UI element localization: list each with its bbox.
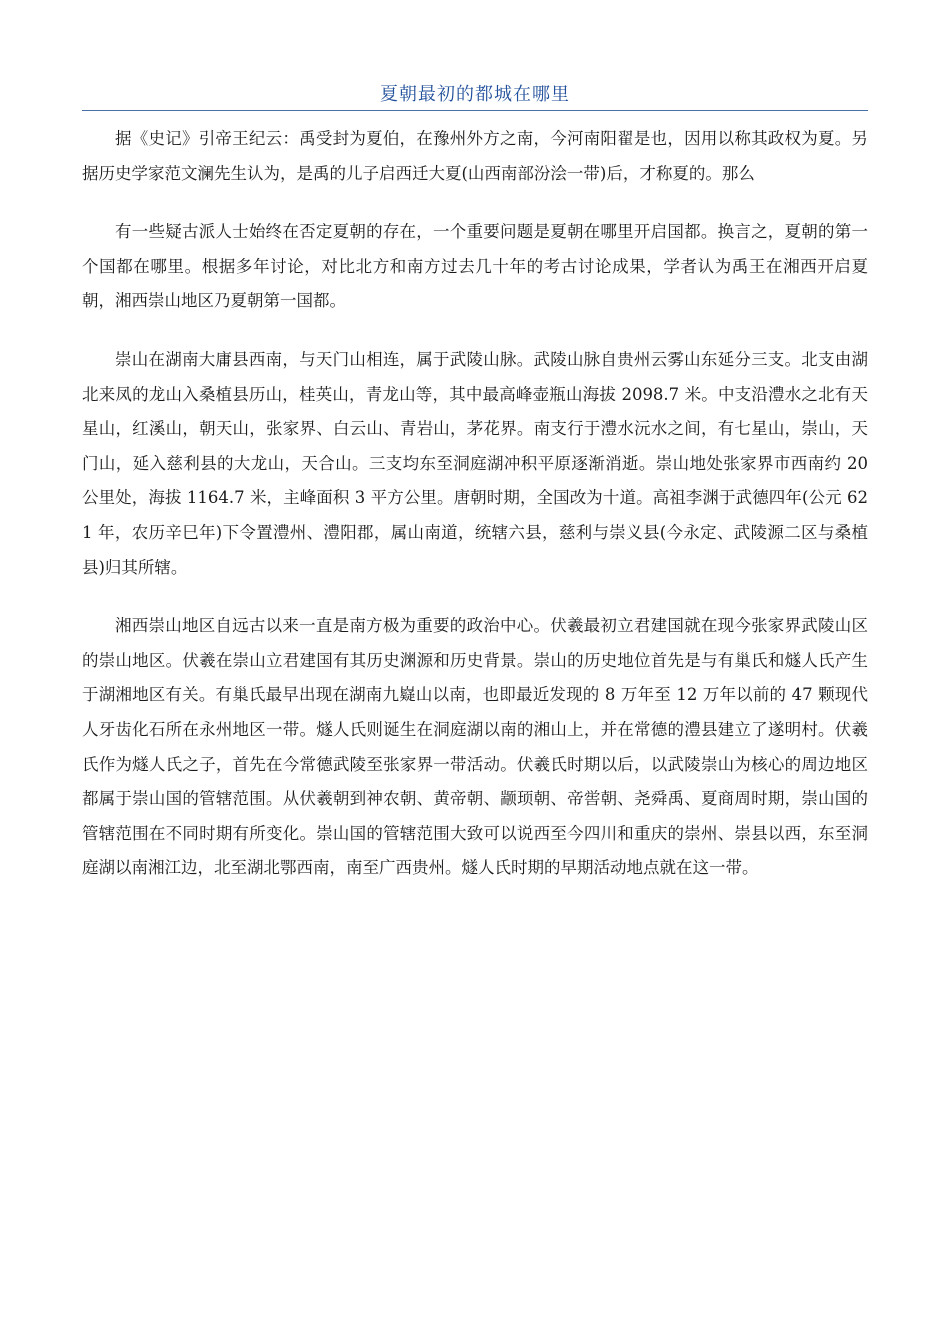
paragraph-3: 崇山在湖南大庸县西南，与天门山相连，属于武陵山脉。武陵山脉自贵州云雾山东延分三支。北支由湖北来凤的龙山入桑植县历山，桂英山，青龙山等，其中最高峰壶瓶山海拔 2098.7 米。中支沿澧水之北有天星山，红溪山，朝天山，张家界、白云山、青岩山，茅花界。南支行于澧水沅水之间，有七星山，崇山，天门山，延入慈利县的大龙山，天合山。三支均东至洞庭湖冲积平原逐渐消逝。崇山地处张家界市西南约 20 公里处，海拔 1164.7 米，主峰面积 3 平方公里。唐朝时期，全国改为十道。高祖李渊于武德四年(公元 621 年，农历辛巳年)下令置澧州、澧阳郡，属山南道，统辖六县，慈利与崇义县(今永定、武陵源二区与桑植县)归其所辖。 — [82, 349, 868, 577]
paragraph-2: 有一些疑古派人士始终在否定夏朝的存在，一个重要问题是夏朝在哪里开启国都。换言之，夏朝的第一个国都在哪里。根据多年讨论，对比北方和南方过去几十年的考古讨论成果，学者认为禹王在湘西开启夏朝，湘西崇山地区乃夏朝第一国都。 — [82, 222, 868, 311]
paragraph-4: 湘西崇山地区自远古以来一直是南方极为重要的政治中心。伏羲最初立君建国就在现今张家界武陵山区的崇山地区。伏羲在崇山立君建国有其历史渊源和历史背景。崇山的历史地位首先是与有巢氏和燧人氏产生于湖湘地区有关。有巢氏最早出现在湖南九嶷山以南，也即最近发现的 8 万年至 12 万年以前的 47 颗现代人牙齿化石所在永州地区一带。燧人氏则诞生在洞庭湖以南的湘山上，并在常德的澧县建立了遂明村。伏羲氏作为燧人氏之子，首先在今常德武陵至张家界一带活动。伏羲氏时期以后，以武陵崇山为核心的周边地区都属于崇山国的管辖范围。从伏羲朝到神农朝、黄帝朝、颛顼朝、帝喾朝、尧舜禹、夏商周时期，崇山国的管辖范围在不同时期有所变化。崇山国的管辖范围大致可以说西至今四川和重庆的崇州、崇县以西，东至洞庭湖以南湘江边，北至湖北鄂西南，南至广西贵州。燧人氏时期的早期活动地点就在这一带。 — [82, 616, 868, 878]
document-title: 夏朝最初的都城在哪里 — [380, 84, 570, 105]
page-header — [82, 82, 868, 111]
paragraph-1: 据《史记》引帝王纪云：禹受封为夏伯，在豫州外方之南，今河南阳翟是也，因用以称其政权为夏。另据历史学家范文澜先生认为，是禹的儿子启西迁大夏(山西南部汾浍一带)后，才称夏的。那么 — [82, 129, 868, 183]
document-body — [82, 122, 868, 910]
